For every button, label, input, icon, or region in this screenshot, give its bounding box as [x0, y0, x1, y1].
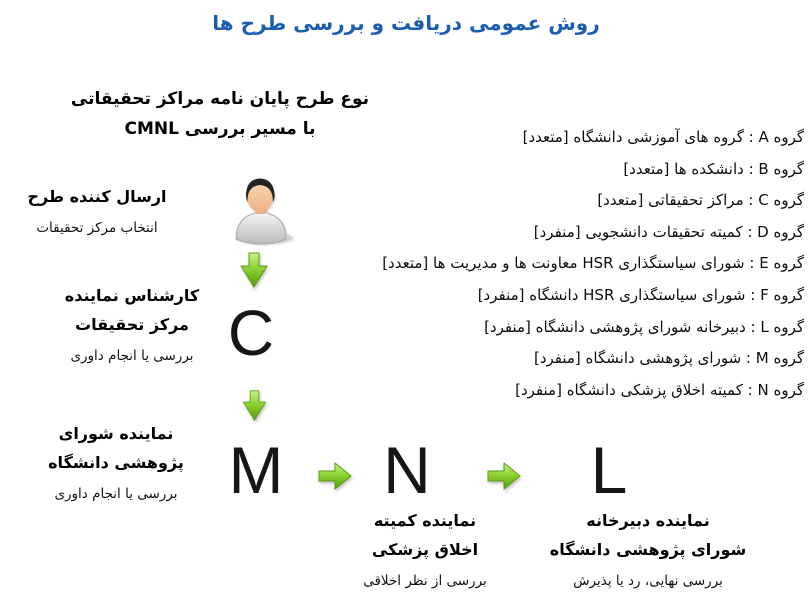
right-arrow-icon [487, 461, 521, 495]
stage-ethics-title-line2: اخلاق پزشکی [371, 540, 479, 559]
stage-sender [8, 182, 186, 238]
page-title: روش عمومی دریافت و بررسی طرح ها [212, 11, 600, 35]
header-caption-line2: با مسیر بررسی CMNL [124, 119, 316, 139]
group-list-item-f: گروه F : شورای سیاستگذاری HSR دانشگاه [منفرد] [477, 285, 804, 304]
stage-expert [33, 281, 231, 366]
stage-secretariat-title-line2: شورای پژوهشی دانشگاه [549, 540, 747, 559]
stage-council-subtitle: بررسی یا انجام داوری [54, 486, 178, 502]
right-arrow-icon [318, 461, 352, 495]
down-arrow-icon [241, 390, 268, 425]
stage-ethics-rep [305, 506, 545, 591]
group-list-item-b: گروه B : دانشکده ها [متعدد] [623, 159, 804, 178]
stage-expert-title-line1: کارشناس نماینده [64, 286, 200, 305]
stage-expert-title-line2: مرکز تحقیقات [75, 315, 189, 334]
group-list-item-m: گروه M : شورای پژوهشی دانشگاه [منفرد] [533, 349, 804, 368]
stage-ethics-title-line1: نماینده کمیته [373, 511, 477, 530]
group-list-item-c: گروه C : مراکز تحقیقاتی [متعدد] [597, 191, 804, 210]
stage-secretariat-title-line1: نماینده دبیرخانه [586, 511, 710, 530]
group-list-item-a: گروه A : گروه های آموزشی دانشگاه [متعدد] [522, 128, 804, 146]
stage-letter-l: L [590, 433, 628, 507]
stage-council-title-line2: پژوهشی دانشگاه [48, 453, 184, 472]
down-arrow-icon [240, 252, 268, 292]
group-list-item-e: گروه E : شورای سیاستگذاری HSR معاونت ها و مدیریت ها [متعدد] [382, 254, 804, 273]
group-list-item-d: گروه D : کمیته تحقیقات دانشجویی [منفرد] [533, 222, 804, 241]
stage-letter-n: N [383, 433, 431, 507]
stage-sender-title: ارسال کننده طرح [27, 187, 167, 206]
stage-expert-subtitle: بررسی یا انجام داوری [70, 348, 194, 364]
header-caption [70, 84, 370, 144]
person-icon [226, 175, 296, 251]
group-list-item-l: گروه L : دبیرخانه شورای پژوهشی دانشگاه [منفرد] [484, 317, 804, 336]
stage-council-title-line1: نماینده شورای [58, 424, 174, 443]
group-list-item-n: گروه N : کمیته اخلاق پزشکی دانشگاه [منفرد] [515, 380, 804, 399]
stage-ethics-subtitle: بررسی از نظر اخلاقی [363, 573, 487, 589]
stage-council-rep [22, 419, 210, 504]
stage-letter-m: M [228, 433, 284, 507]
header-caption-line1: نوع طرح پایان نامه مراکز تحقیقاتی [70, 89, 370, 109]
group-legend-list [334, 122, 804, 406]
stage-secretariat-subtitle: بررسی نهایی، رد یا پذیرش [573, 573, 723, 589]
stage-secretariat-rep [524, 506, 772, 591]
stage-sender-subtitle: انتخاب مرکز تحقیقات [36, 220, 158, 236]
stage-letter-c: C [227, 297, 275, 369]
